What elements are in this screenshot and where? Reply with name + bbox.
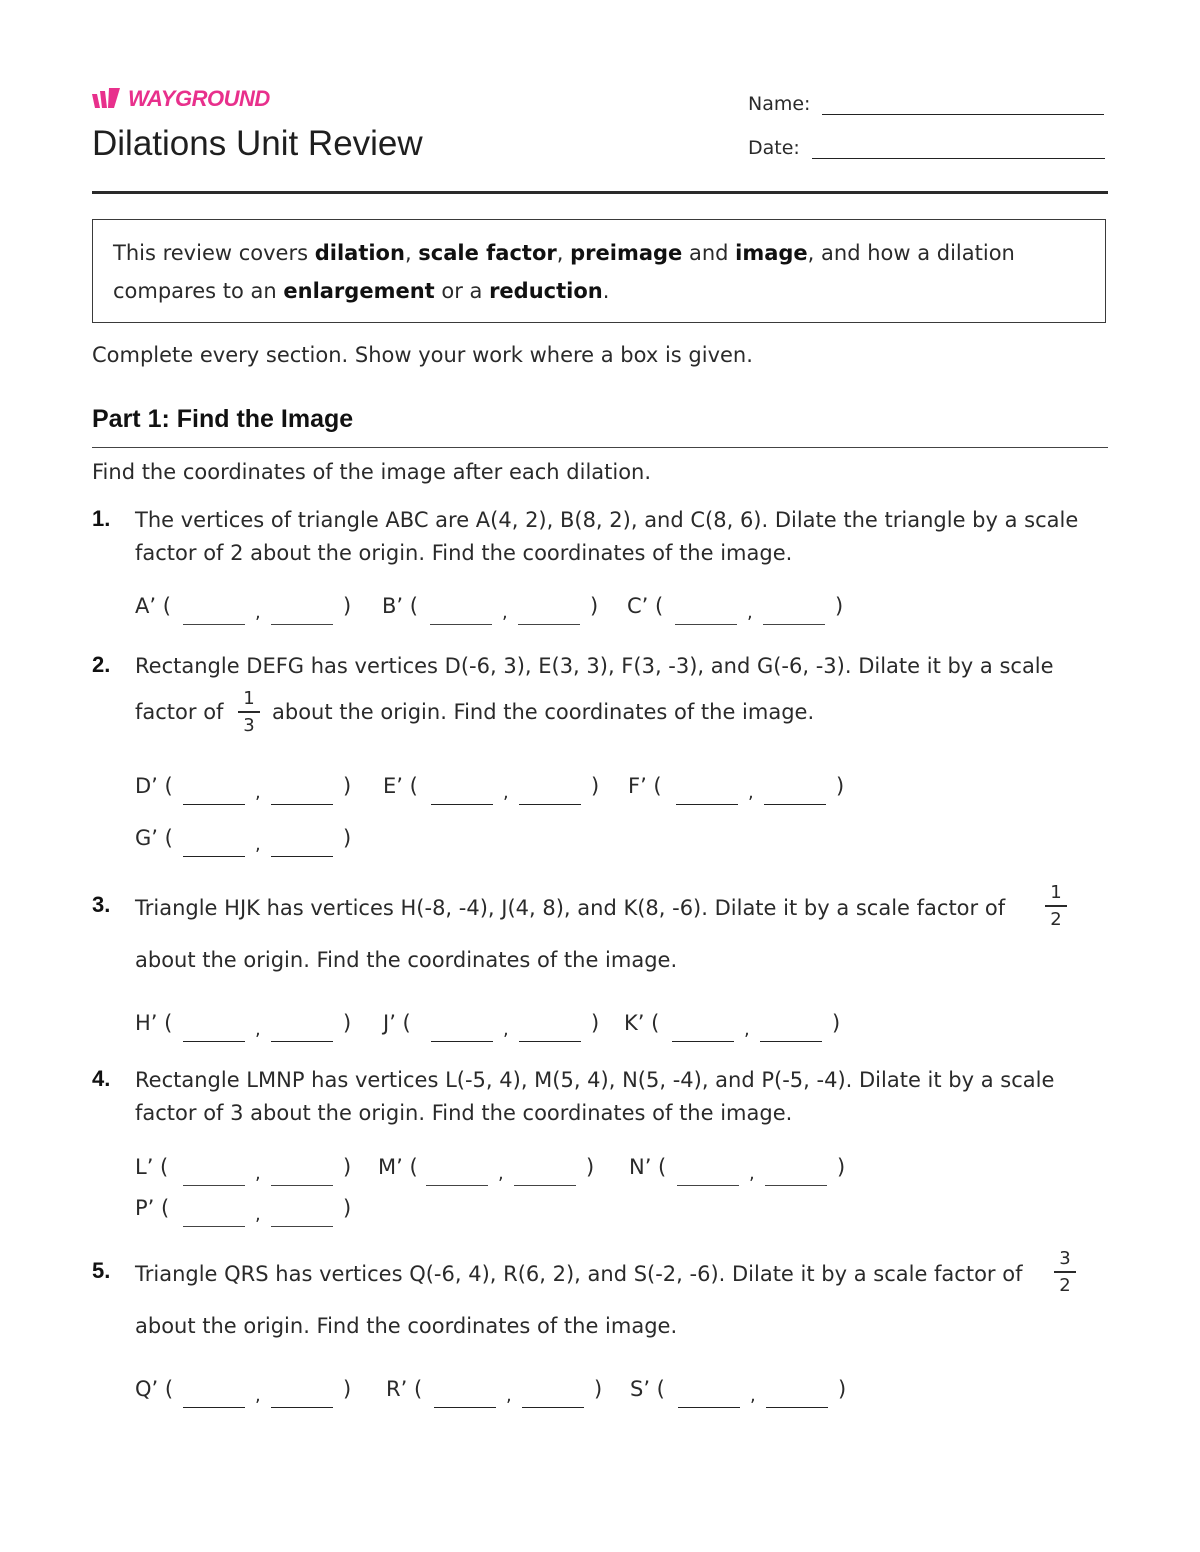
coordinate-comma: ,: [748, 782, 754, 803]
part-instructions: Find the coordinates of the image after each dilation.: [92, 460, 652, 484]
term-image: image: [735, 241, 808, 265]
point-label: E’ (: [383, 774, 418, 798]
intro-text: , and how a dilation compares to an: [113, 241, 1015, 303]
y-coordinate-blank[interactable]: [271, 1407, 333, 1408]
term-scale-factor: scale factor: [418, 241, 557, 265]
fraction-denominator: 3: [243, 714, 255, 736]
fraction-bar: [1045, 905, 1067, 907]
y-coordinate-blank[interactable]: [765, 1185, 827, 1186]
coordinate-comma: ,: [255, 1019, 261, 1040]
point-label: C’ (: [627, 594, 664, 618]
close-paren: ): [837, 1155, 846, 1179]
coordinate-comma: ,: [255, 1163, 261, 1184]
question-text: Rectangle DEFG has vertices D(-6, 3), E(3, 3), F(3, -3), and G(-6, -3). Dilate it by a scale: [135, 654, 1054, 678]
point-label: S’ (: [630, 1377, 665, 1401]
coordinate-comma: ,: [750, 1385, 756, 1406]
fraction-numerator: 1: [1050, 882, 1062, 903]
y-coordinate-blank[interactable]: [271, 1041, 333, 1042]
y-coordinate-blank[interactable]: [518, 624, 580, 625]
close-paren: ): [838, 1377, 847, 1401]
name-field[interactable]: [822, 90, 1104, 115]
coordinate-comma: ,: [744, 1019, 750, 1040]
x-coordinate-blank[interactable]: [183, 624, 245, 625]
question-text: about the origin. Find the coordinates of the image.: [272, 700, 815, 724]
point-label: Q’ (: [135, 1377, 174, 1401]
y-coordinate-blank[interactable]: [271, 1185, 333, 1186]
close-paren: ): [586, 1155, 595, 1179]
x-coordinate-blank[interactable]: [431, 1041, 493, 1042]
y-coordinate-blank[interactable]: [519, 1041, 581, 1042]
question-text: Triangle QRS has vertices Q(-6, 4), R(6, 2), and S(-2, -6). Dilate it by a scale factor of: [135, 1262, 1023, 1286]
close-paren: ): [343, 1155, 352, 1179]
close-paren: ): [343, 1011, 352, 1035]
intro-text: ,: [556, 241, 571, 265]
coordinate-comma: ,: [498, 1163, 504, 1184]
x-coordinate-blank[interactable]: [183, 1226, 245, 1227]
question-text: Rectangle LMNP has vertices L(-5, 4), M(5, 4), N(5, -4), and P(-5, -4). Dilate it by a scale factor of 3 about the origin. Find the coordinates of the image.: [135, 1068, 1055, 1125]
term-preimage: preimage: [570, 241, 683, 265]
name-label: Name:: [748, 93, 811, 115]
x-coordinate-blank[interactable]: [183, 1041, 245, 1042]
fraction-bar: [1054, 1271, 1076, 1273]
coordinate-comma: ,: [255, 1204, 261, 1225]
x-coordinate-blank[interactable]: [675, 624, 737, 625]
point-label: H’ (: [135, 1011, 173, 1035]
x-coordinate-blank[interactable]: [430, 624, 492, 625]
coordinate-comma: ,: [502, 602, 508, 623]
point-label: A’ (: [135, 594, 171, 618]
coordinate-comma: ,: [255, 834, 261, 855]
x-coordinate-blank[interactable]: [676, 804, 738, 805]
question-text: about the origin. Find the coordinates of the image.: [135, 948, 678, 972]
point-label: P’ (: [135, 1196, 170, 1220]
fraction-denominator: 2: [1050, 908, 1062, 930]
name-row: [748, 90, 1104, 115]
close-paren: ): [836, 774, 845, 798]
term-dilation: dilation: [314, 241, 405, 265]
brand-logo: [92, 86, 270, 112]
part-title: Part 1: Find the Image: [92, 405, 354, 433]
point-label: G’ (: [135, 826, 173, 850]
close-paren: ): [343, 594, 352, 618]
x-coordinate-blank[interactable]: [183, 856, 245, 857]
x-coordinate-blank[interactable]: [183, 1407, 245, 1408]
term-enlargement: enlargement: [283, 279, 435, 303]
point-label: M’ (: [378, 1155, 418, 1179]
question-number: 3.: [92, 892, 111, 917]
general-instructions: Complete every section. Show your work where a box is given.: [92, 343, 753, 367]
intro-text: or a: [434, 279, 490, 303]
coordinate-comma: ,: [255, 1385, 261, 1406]
fraction-numerator: 3: [1059, 1248, 1071, 1269]
x-coordinate-blank[interactable]: [426, 1185, 488, 1186]
point-label: R’ (: [386, 1377, 423, 1401]
intro-text: This review covers: [113, 241, 315, 265]
fraction-one-half: [1045, 882, 1067, 930]
x-coordinate-blank[interactable]: [434, 1407, 496, 1408]
intro-box: [92, 219, 1106, 323]
point-label: F’ (: [628, 774, 662, 798]
question-text: factor of: [135, 700, 224, 724]
fraction-numerator: 1: [243, 688, 255, 709]
y-coordinate-blank[interactable]: [271, 1226, 333, 1227]
y-coordinate-blank[interactable]: [764, 804, 826, 805]
point-label: L’ (: [135, 1155, 169, 1179]
intro-text: .: [602, 279, 610, 303]
y-coordinate-blank[interactable]: [766, 1407, 828, 1408]
point-label: J’ (: [383, 1011, 411, 1035]
point-label: N’ (: [629, 1155, 667, 1179]
close-paren: ): [343, 1196, 352, 1220]
point-label: B’ (: [382, 594, 418, 618]
close-paren: ): [835, 594, 844, 618]
fraction-three-halves: [1054, 1248, 1076, 1296]
coordinate-comma: ,: [255, 602, 261, 623]
question-number: 5.: [92, 1258, 111, 1283]
fraction-bar: [238, 711, 260, 713]
question-text: Triangle HJK has vertices H(-8, -4), J(4, 8), and K(8, -6). Dilate it by a scale factor of: [135, 896, 1006, 920]
coordinate-comma: ,: [255, 782, 261, 803]
close-paren: ): [594, 1377, 603, 1401]
y-coordinate-blank[interactable]: [514, 1185, 576, 1186]
brand-name: WAYGROUND: [128, 86, 270, 111]
close-paren: ): [591, 774, 600, 798]
y-coordinate-blank[interactable]: [522, 1407, 584, 1408]
intro-text: ,: [404, 241, 419, 265]
y-coordinate-blank[interactable]: [760, 1041, 822, 1042]
y-coordinate-blank[interactable]: [271, 624, 333, 625]
y-coordinate-blank[interactable]: [271, 804, 333, 805]
question-text: about the origin. Find the coordinates of the image.: [135, 1314, 678, 1338]
y-coordinate-blank[interactable]: [519, 804, 581, 805]
question-number: 2.: [92, 652, 111, 677]
close-paren: ): [591, 1011, 600, 1035]
coordinate-comma: ,: [506, 1385, 512, 1406]
y-coordinate-blank[interactable]: [763, 624, 825, 625]
coordinate-comma: ,: [503, 1019, 509, 1040]
close-paren: ): [343, 1377, 352, 1401]
header-divider: [92, 191, 1108, 194]
point-label: D’ (: [135, 774, 173, 798]
intro-text: and: [682, 241, 736, 265]
point-label: K’ (: [624, 1011, 660, 1035]
close-paren: ): [590, 594, 599, 618]
question-number: 1.: [92, 506, 111, 531]
page-title: Dilations Unit Review: [92, 124, 423, 163]
close-paren: ): [343, 826, 352, 850]
question-text: The vertices of triangle ABC are A(4, 2), B(8, 2), and C(8, 6). Dilate the triangle by a scale factor of 2 about the origin. Find the coordinates of the image.: [135, 508, 1079, 565]
part-divider: [92, 447, 1108, 448]
fraction-one-third: [238, 688, 260, 736]
question-number: 4.: [92, 1066, 111, 1091]
x-coordinate-blank[interactable]: [672, 1041, 734, 1042]
coordinate-comma: ,: [749, 1163, 755, 1184]
date-label: Date:: [748, 137, 800, 159]
x-coordinate-blank[interactable]: [678, 1407, 740, 1408]
date-field[interactable]: [812, 134, 1105, 159]
close-paren: ): [832, 1011, 841, 1035]
fraction-denominator: 2: [1059, 1274, 1071, 1296]
y-coordinate-blank[interactable]: [271, 856, 333, 857]
term-reduction: reduction: [489, 279, 603, 303]
x-coordinate-blank[interactable]: [431, 804, 493, 805]
coordinate-comma: ,: [503, 782, 509, 803]
x-coordinate-blank[interactable]: [183, 1185, 245, 1186]
x-coordinate-blank[interactable]: [183, 804, 245, 805]
close-paren: ): [343, 774, 352, 798]
coordinate-comma: ,: [747, 602, 753, 623]
date-row: [748, 134, 1105, 159]
wayground-logo-icon: [92, 88, 122, 110]
x-coordinate-blank[interactable]: [677, 1185, 739, 1186]
